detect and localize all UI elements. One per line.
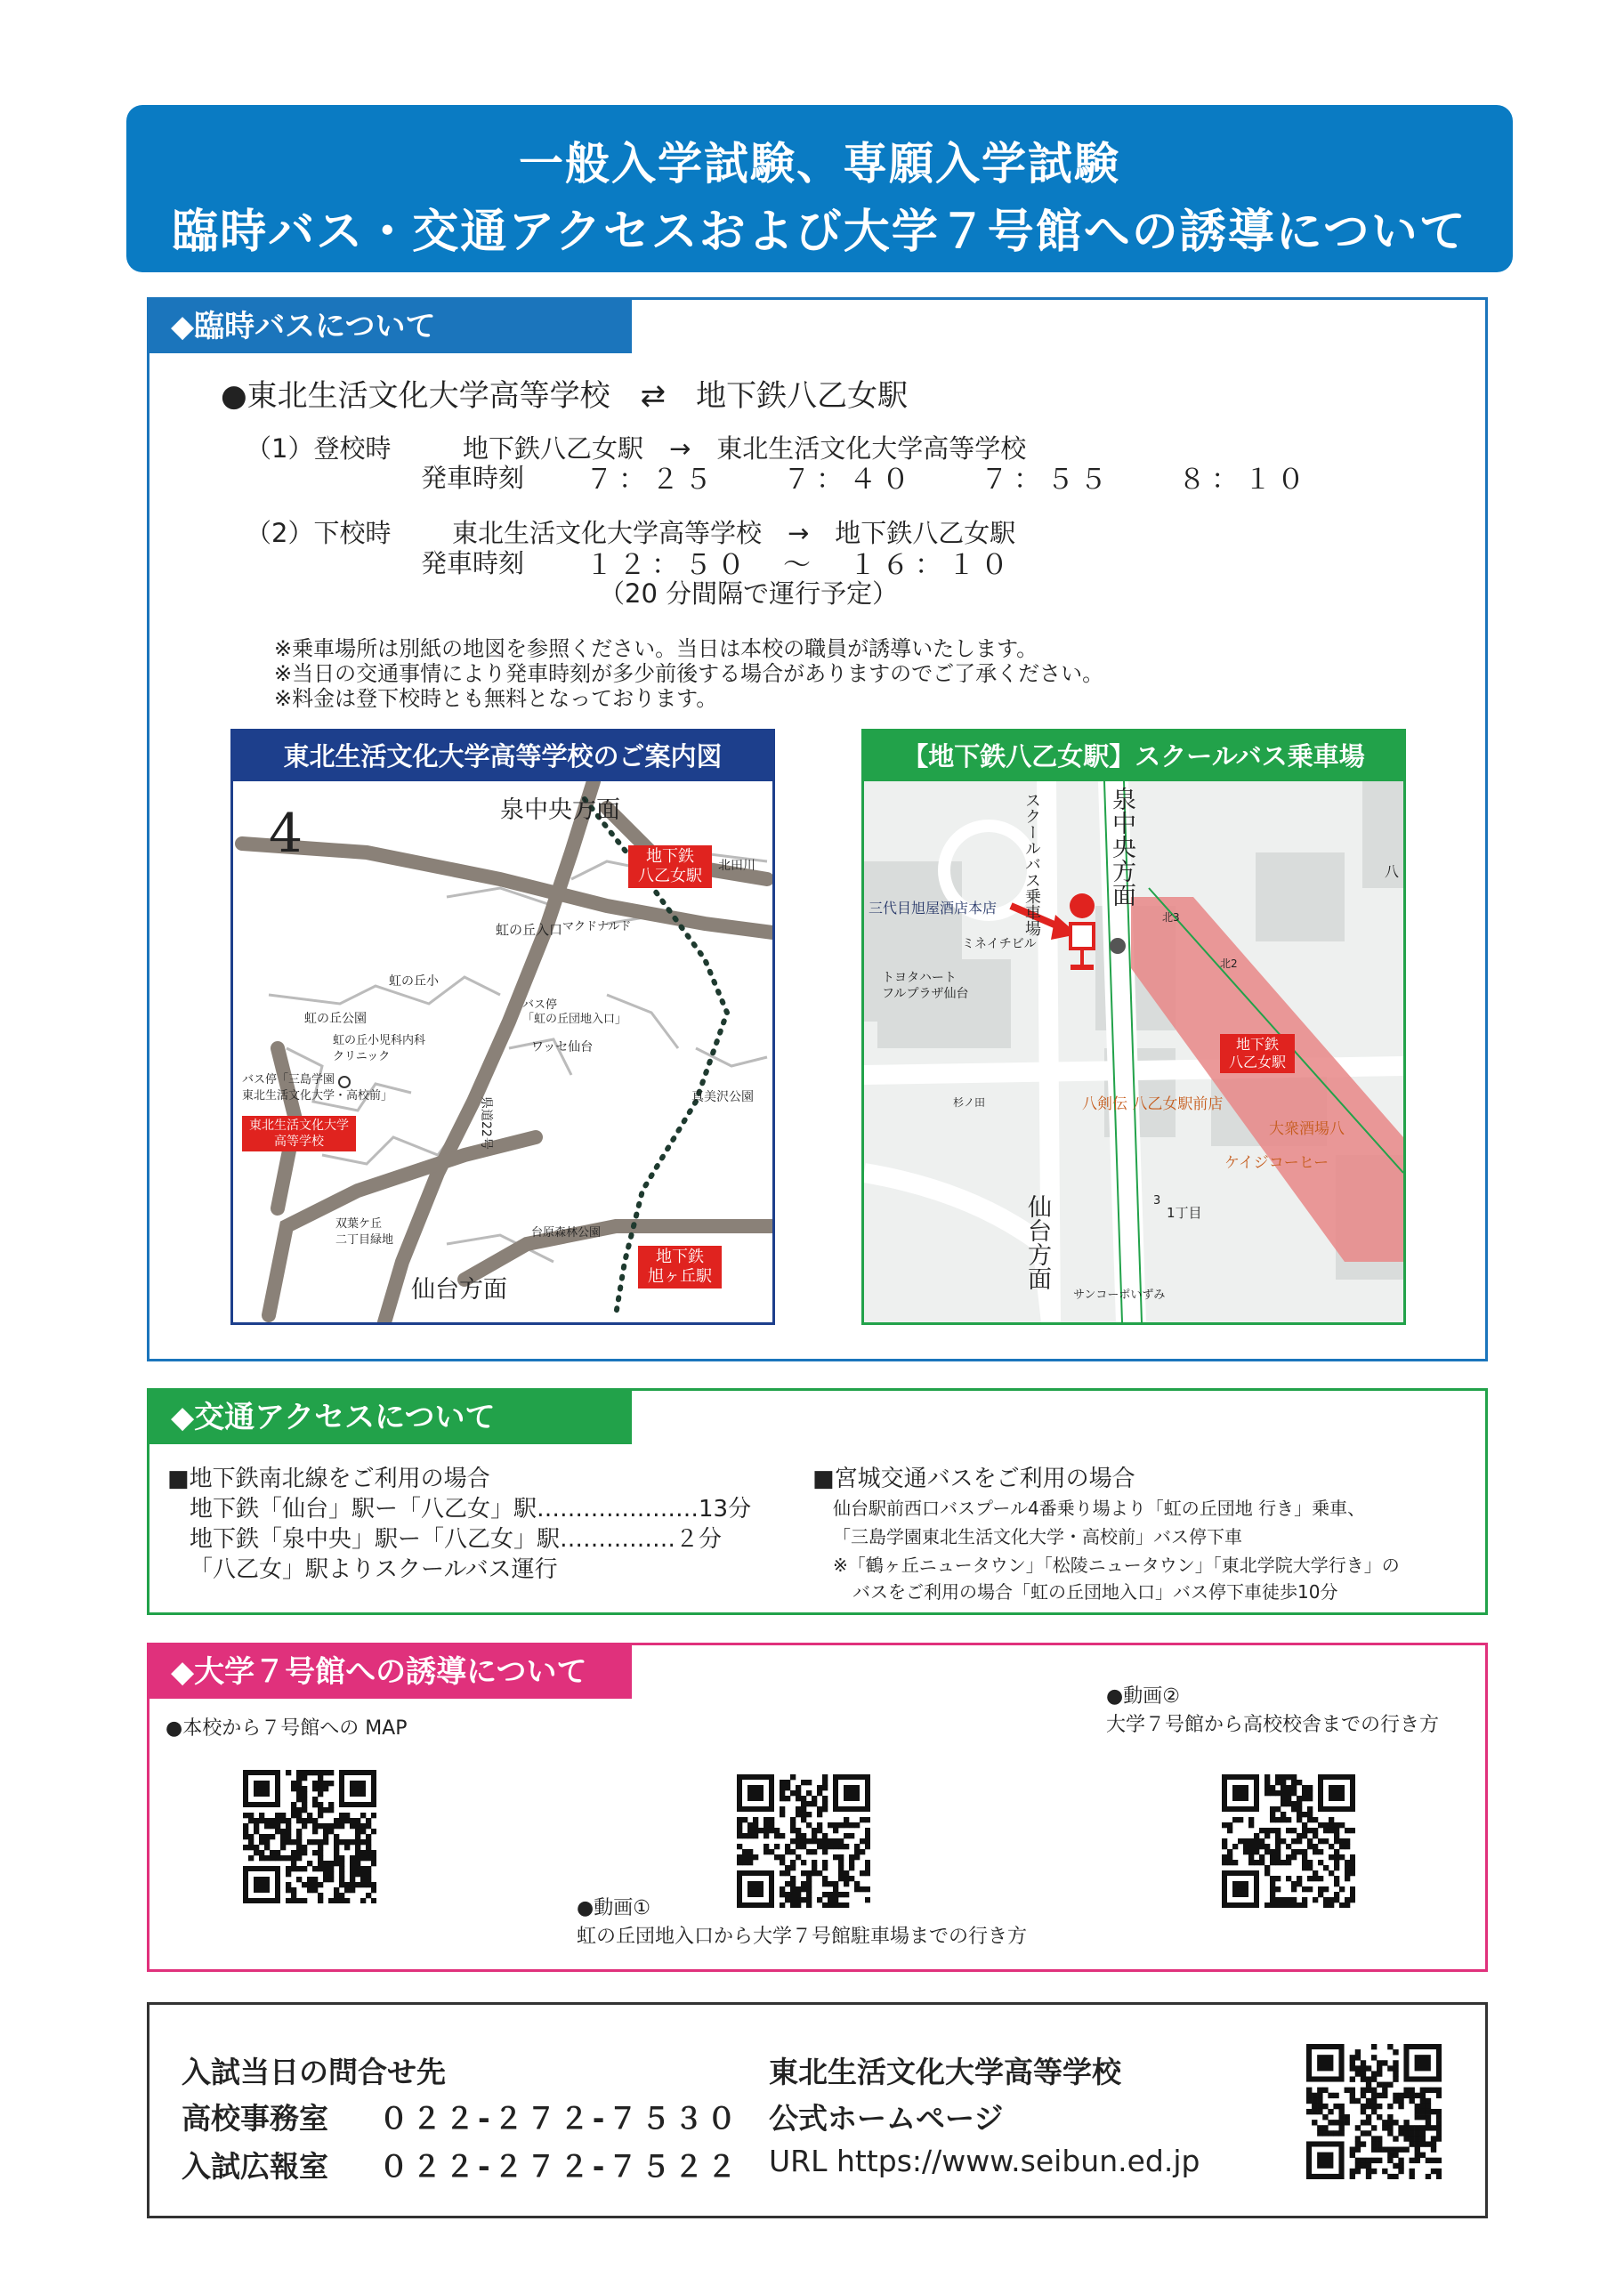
map1-label: クリニック — [333, 1050, 391, 1063]
map1-label: 虹の丘小児科内科 — [333, 1034, 426, 1047]
bus-interval: （20 分間隔で運行予定） — [599, 578, 899, 609]
go-route: 地下鉄八乙女駅 → 東北生活文化大学高等学校 — [463, 433, 1027, 464]
bus-route: ●東北生活文化大学高等学校 ⇄ 地下鉄八乙女駅 — [221, 378, 909, 414]
map2-label: 1丁目 — [1167, 1205, 1202, 1221]
qr-code-video2[interactable] — [1222, 1774, 1355, 1908]
map1-label: 真美沢公園 — [691, 1090, 754, 1104]
page-header — [126, 105, 1513, 272]
qr-code-homepage[interactable] — [1306, 2044, 1442, 2179]
map2-north-label: 泉中央方面 — [1108, 787, 1135, 907]
video2-desc: 大学７号館から高校校舎までの行き方 — [1106, 1714, 1440, 1736]
back-times-label: 発車時刻 — [421, 548, 525, 578]
map1-label: 北田川 — [718, 859, 755, 873]
map1-station-yaotome: 地下鉄 八乙女駅 — [628, 845, 712, 888]
access-section-tab: ◆交通アクセスについて — [149, 1391, 632, 1444]
map1-label: 虹の丘小 — [389, 974, 439, 989]
office-label: 高校事務室 — [182, 2101, 328, 2136]
guide-section-tab: ◆大学７号館への誘導について — [149, 1645, 632, 1699]
back-route: 東北生活文化大学高等学校 → 地下鉄八乙女駅 — [452, 518, 1016, 548]
office-tel: ０２２-２７２-７５３０ — [379, 2101, 740, 2136]
go-times-label: 発車時刻 — [421, 463, 525, 493]
subway-line: 「八乙女」駅よりスクールバス運行 — [190, 1556, 558, 1583]
access-section — [147, 1388, 1488, 1615]
school-map — [230, 729, 775, 1325]
map1-label: ワッセ仙台 — [531, 1040, 594, 1054]
station-map-title: 【地下鉄八乙女駅】スクールバス乗車場 — [864, 731, 1403, 781]
map-area-number: 4 — [269, 803, 303, 865]
map2-label: ケイジコーヒー — [1224, 1154, 1329, 1172]
pr-label: 入試広報室 — [182, 2149, 328, 2184]
video1-desc: 虹の丘団地入口から大学７号館駐車場までの行き方 — [577, 1926, 1028, 1948]
map1-label: 虹の丘入口 — [496, 922, 563, 938]
video2-label: ●動画② — [1106, 1685, 1180, 1708]
map-qr-label: ●本校から７号館への MAP — [166, 1717, 408, 1740]
qr-code-map[interactable] — [243, 1770, 376, 1903]
qr-code-video1[interactable] — [737, 1774, 870, 1908]
header-title-line2: 臨時バス・交通アクセスおよび大学７号館への誘導について — [172, 206, 1467, 259]
bus-note: ※乗車場所は別紙の地図を参照ください。当日は本校の職員が誘導いたします。 — [274, 636, 1038, 661]
map2-label: 3 — [1153, 1194, 1161, 1208]
school-name: 東北生活文化大学高等学校 — [769, 2055, 1121, 2089]
subway-title: ■地下鉄南北線をご利用の場合 — [167, 1466, 490, 1492]
map2-label: 八剣伝 八乙女駅前店 — [1082, 1095, 1224, 1113]
map2-label: 大衆酒場八 — [1269, 1120, 1345, 1138]
city-bus-line: 仙台駅前西口バスプール4番乗り場より「虹の丘団地 行き」乗車、 — [833, 1498, 1366, 1519]
map2-label: トヨタハート — [882, 971, 957, 985]
map1-label: バス停「三島学園 — [242, 1073, 335, 1086]
back-times: １２：５０ ～ １６：１０ — [586, 549, 1014, 581]
city-bus-line: 「三島学園東北生活文化大学・高校前」バス停下車 — [833, 1526, 1242, 1547]
map2-label: サンコーポいずみ — [1073, 1288, 1166, 1302]
school-map-title: 東北生活文化大学高等学校のご案内図 — [233, 731, 772, 781]
map1-label: 東北生活文化大学・高校前」 — [242, 1089, 393, 1103]
map1-station-asahigaoka: 地下鉄 旭ヶ丘駅 — [638, 1246, 722, 1288]
map2-south-label: 仙台方面 — [1023, 1194, 1051, 1290]
map1-south-label: 仙台方面 — [411, 1276, 507, 1304]
contact-title: 入試当日の問合せ先 — [182, 2055, 446, 2089]
bus-section — [147, 297, 1488, 1361]
map1-north-label: 泉中央方面 — [500, 796, 620, 824]
map1-label: 台原森林公園 — [531, 1226, 602, 1240]
go-label: （1）登校時 — [246, 433, 392, 464]
contact-section — [147, 2002, 1488, 2218]
map2-stop-label: スクールバス乗車場 — [1022, 792, 1041, 936]
map1-label: 「虹の丘団地入口」 — [522, 1013, 627, 1026]
city-bus-line: バスをご利用の場合「虹の丘団地入口」バス停下車徒歩10分 — [852, 1581, 1338, 1603]
homepage-url[interactable]: URL https://www.seibun.ed.jp — [769, 2144, 1200, 2178]
map1-label: マクドナルド — [562, 920, 632, 933]
map2-label: フルプラザ仙台 — [882, 987, 969, 1001]
go-times: ７：２５ ７：４０ ７：５５ ８：１０ — [586, 464, 1310, 496]
city-bus-title: ■宮城交通バスをご利用の場合 — [812, 1466, 1135, 1492]
station-map — [861, 729, 1406, 1325]
map2-label: 杉ノ田 — [953, 1096, 986, 1109]
video1-label: ●動画① — [577, 1897, 650, 1919]
subway-line: 地下鉄「仙台」駅ー「八乙女」駅…………………13分 — [190, 1496, 752, 1523]
bus-note: ※料金は登下校時とも無料となっております。 — [274, 686, 718, 711]
map1-label: 県道22号 — [479, 1096, 493, 1150]
back-label: （2）下校時 — [246, 518, 392, 548]
map2-label: 三代目旭屋酒店本店 — [869, 900, 998, 917]
map2-label: ミネイチビル — [962, 937, 1037, 951]
map2-label: 北2 — [1220, 957, 1238, 970]
subway-line: 地下鉄「泉中央」駅ー「八乙女」駅……………２分 — [190, 1526, 723, 1553]
bus-note: ※当日の交通事情により発車時刻が多少前後する場合がありますのでご了承ください。 — [274, 661, 1104, 686]
map1-label: 二丁目緑地 — [335, 1233, 394, 1247]
map2-label: 北3 — [1162, 911, 1180, 924]
homepage-label: 公式ホームページ — [769, 2101, 1004, 2136]
map2-station-yaotome: 地下鉄 八乙女駅 — [1220, 1034, 1295, 1073]
map2-label: 八 — [1385, 863, 1400, 880]
pr-tel: ０２２-２７２-７５２２ — [379, 2149, 740, 2184]
guide-section — [147, 1643, 1488, 1972]
bus-section-tab: ◆臨時バスについて — [149, 300, 632, 353]
map1-label: 虹の丘公園 — [304, 1012, 367, 1026]
map1-label: 双葉ケ丘 — [335, 1217, 383, 1231]
city-bus-line: ※「鶴ヶ丘ニュータウン」「松陵ニュータウン」「東北学院大学行き」の — [833, 1555, 1400, 1576]
map1-school-label: 東北生活文化大学 高等学校 — [242, 1116, 356, 1151]
map1-label: バス停 — [522, 998, 558, 1012]
header-title-line1: 一般入学試験、専願入学試験 — [519, 138, 1120, 190]
